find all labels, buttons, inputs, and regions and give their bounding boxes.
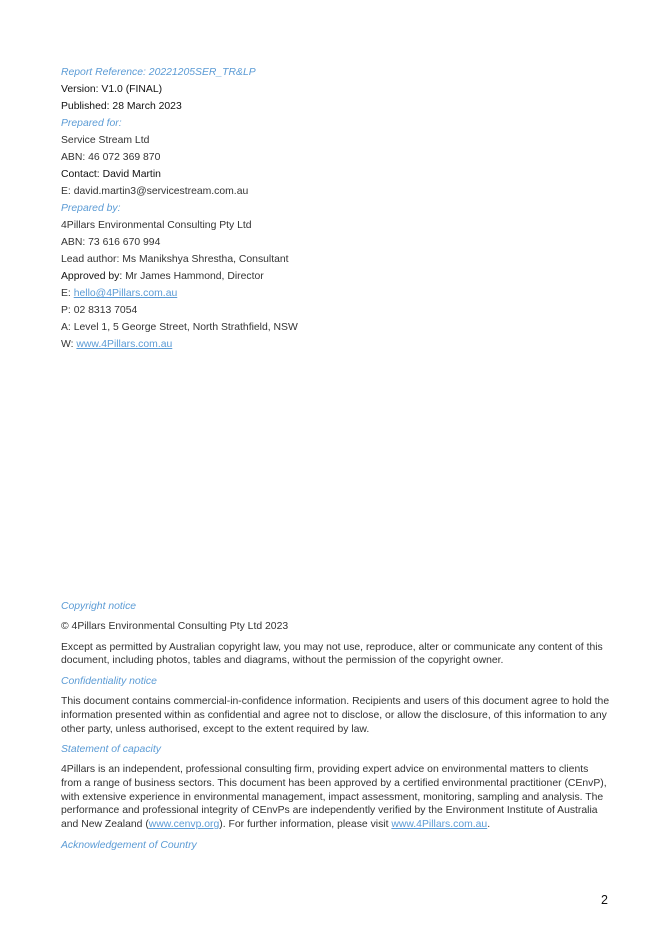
acknowledgement-heading: Acknowledgement of Country	[61, 839, 197, 851]
client-abn: ABN: 46 072 369 870	[61, 152, 161, 163]
copyright-body: Except as permitted by Australian copyright law, you may not use, reproduce, alter or communicate any content of this document, including photos, tables and diagrams, without the permission of the copyright owner.	[61, 641, 603, 667]
client-email: E: david.martin3@servicestream.com.au	[61, 186, 249, 197]
email-link[interactable]: hello@4Pillars.com.au	[73, 288, 178, 299]
lead-author: Lead author: Ms Manikshya Shrestha, Consultant	[61, 254, 289, 265]
cenvp-link[interactable]: www.cenvp.org	[148, 819, 220, 831]
approved-by	[61, 268, 621, 285]
prepared-for-heading: Prepared for:	[61, 118, 122, 129]
consultant-abn: ABN: 73 616 670 994	[61, 237, 161, 248]
capacity-body	[61, 763, 611, 832]
confidentiality-body: This document contains commercial-in-confidence information. Recipients and users of this document agree to hold the information presented within as confidential and agree not to disclose, or allow the disclosure, of this information to any other party, unless authorised, except to the extent required by law.	[61, 696, 610, 735]
report-details	[61, 64, 621, 353]
consultant-phone: P: 02 8313 7054	[61, 305, 138, 316]
copyright-line: © 4Pillars Environmental Consulting Pty Ltd 2023	[61, 621, 289, 632]
capacity-text-3: .	[487, 819, 491, 831]
client-company: Service Stream Ltd	[61, 135, 150, 146]
consultant-email	[61, 285, 621, 302]
approved-by-value: Mr James Hammond, Director	[122, 271, 264, 282]
notices-section	[61, 600, 611, 859]
page-number: 2	[601, 893, 608, 907]
capacity-text-1: 4Pillars is an independent, professional consulting firm, providing expert advice on environmental matters to clients from a range of business sectors. This document has been approved by a certified environmental practitioner (CEnvP), with extensive experience in environmental management, impact assessment, monitoring, sampling and analysis. The performance and professional integrity of CEnvPs are independently verified by the Environment Institute of Australia and New Zealand (	[61, 764, 607, 831]
email-label: E:	[61, 288, 74, 299]
client-contact: Contact: David Martin	[61, 169, 161, 180]
copyright-heading: Copyright notice	[61, 601, 137, 612]
prepared-by-heading: Prepared by:	[61, 203, 121, 214]
web-link[interactable]: www.4Pillars.com.au	[76, 339, 173, 350]
report-version: Version: V1.0 (FINAL)	[61, 84, 163, 95]
confidentiality-heading: Confidentiality notice	[61, 676, 157, 688]
consultant-address: A: Level 1, 5 George Street, North Strathfield, NSW	[61, 322, 298, 333]
capacity-heading: Statement of capacity	[61, 744, 161, 756]
consultant-company: 4Pillars Environmental Consulting Pty Ltd	[61, 220, 252, 231]
consultant-web	[61, 336, 621, 353]
report-published: Published: 28 March 2023	[61, 101, 182, 112]
4pillars-link[interactable]: www.4Pillars.com.au	[391, 819, 488, 831]
capacity-text-2: ). For further information, please visit	[219, 819, 392, 831]
approved-by-label: Approved by:	[61, 271, 123, 282]
report-reference: Report Reference: 20221205SER_TR&LP	[61, 67, 256, 78]
web-label: W:	[61, 339, 77, 350]
